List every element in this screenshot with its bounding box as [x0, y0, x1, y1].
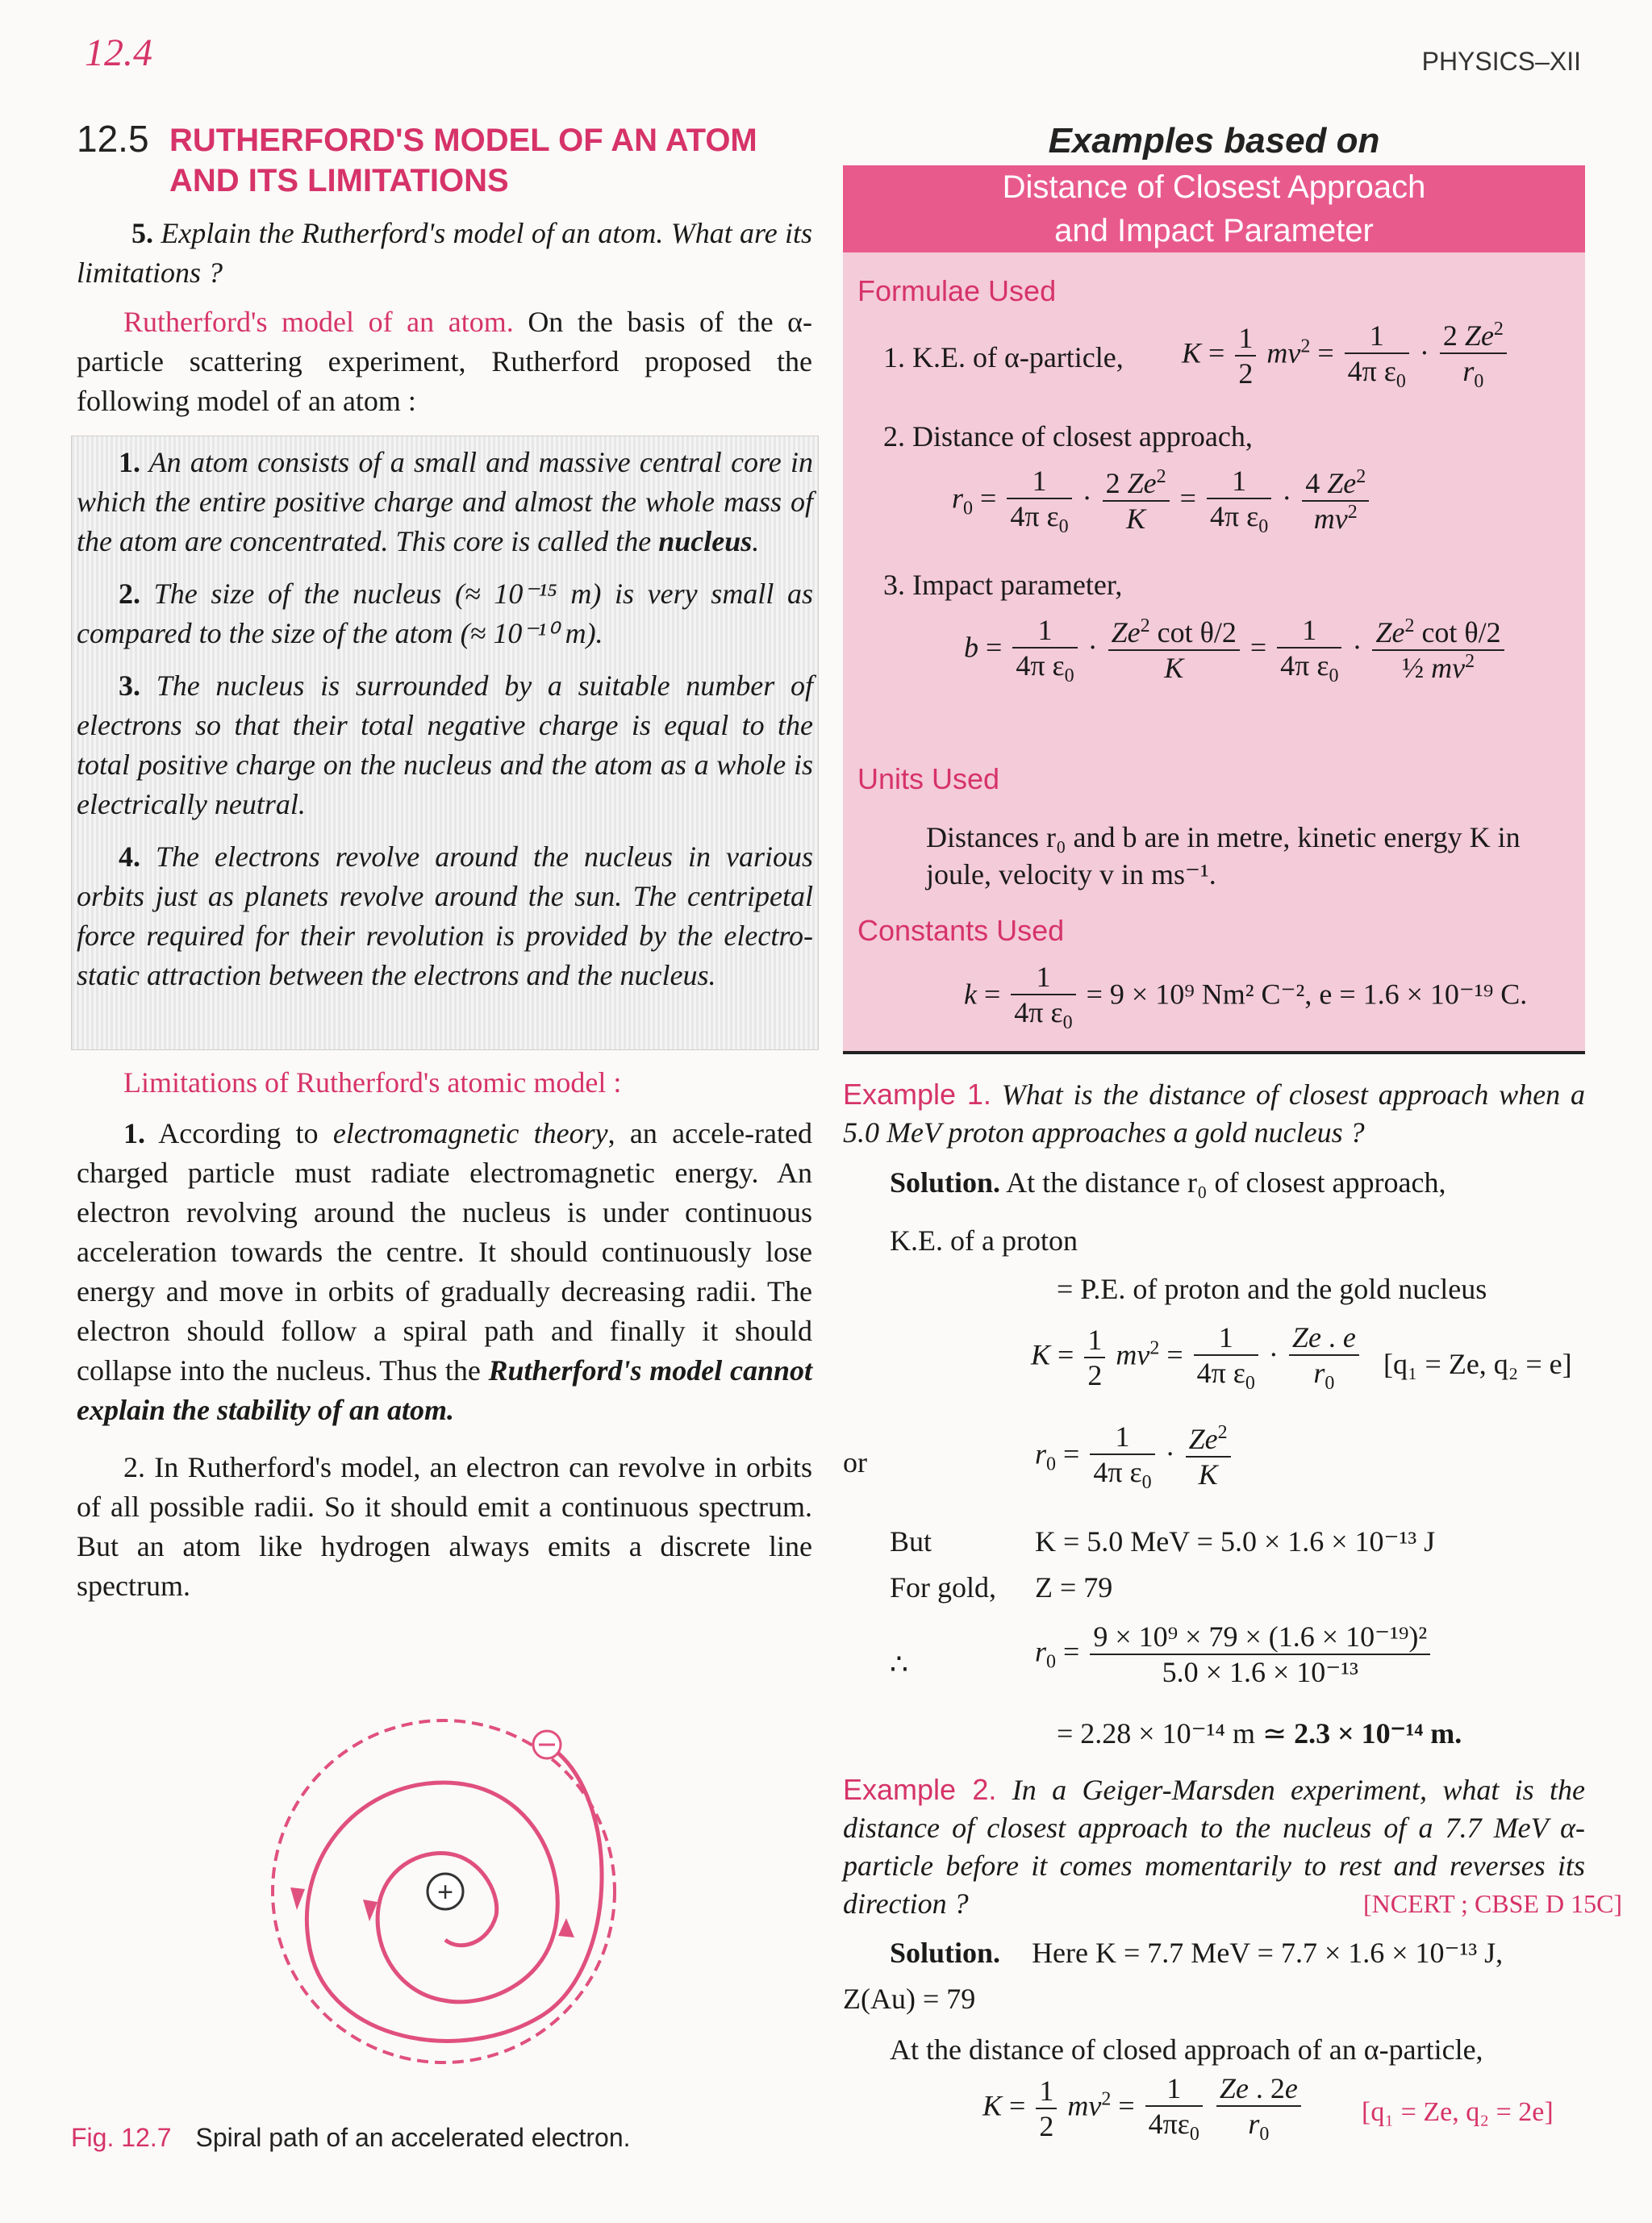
figure-caption [71, 2123, 631, 2153]
example-1-eq3: $r_0$ = $\frac{\text{9 × 10⁹ × 79 × (1.6 × 10⁻¹⁹)²}}{\text{5.0 × 1.6 × 10⁻¹³}}$ [1035, 1620, 1433, 1689]
question-number: 5. [131, 217, 153, 249]
formula-3-label: 3. Impact parameter, [883, 569, 1123, 601]
limitations-heading: Limitations of Rutherford's atomic model : [123, 1066, 622, 1099]
examples-band [843, 165, 1585, 252]
spiral-path-diagram [242, 1702, 645, 2073]
model-intro-text: On the basis of the α-particle scattering experiment, Rutherford proposed the following model of an atom : [77, 306, 813, 417]
formula-1-label: 1. K.E. of α-particle, [883, 341, 1124, 373]
panel-bottom-rule [843, 1051, 1585, 1054]
example-2-solution: Solution. Here K = 7.7 MeV = 7.7 × 1.6 × 10⁻¹³ J, [890, 1937, 1504, 1969]
figure-caption-text: Spiral path of an accelerated electron. [195, 2123, 631, 2152]
example-1-therefore: ∴ [890, 1648, 908, 1680]
example-2-eq: K = $\frac{1}{2}$ $mv^2$ = $\frac{1}{4\pi\varepsilon_0}$ $\frac{Ze . 2e}{r_0}$ [982, 2071, 1304, 2146]
example-2-reference: [NCERT ; CBSE D 15C] [1363, 1889, 1623, 1918]
example-1-eq1: K = $\frac{1}{2}$ $mv^2$ = $\frac{1}{4\pi \varepsilon_0}$ · $\frac{Ze . e}{r_0}$ [1031, 1320, 1362, 1395]
section-title-line2: AND ITS LIMITATIONS [169, 163, 509, 198]
units-text: Distances r₀ and b are in metre, kinetic energy K in joule, velocity v in ms⁻¹. [926, 821, 1521, 890]
running-title: PHYSICS–XII [1421, 47, 1581, 76]
spiral-arrow [290, 1887, 305, 1910]
figure-spiral [242, 1702, 645, 2073]
figure-label: Fig. 12.7 [71, 2123, 172, 2152]
example-1-result: = 2.28 × 10⁻¹⁴ m ≃ 2.3 × 10⁻¹⁴ m. [1057, 1717, 1462, 1750]
model-points-box [71, 436, 819, 1050]
model-point-3: 3. The nucleus is surrounded by a suitable number of electrons so that their total negative charge is equal to the total positive charge on the nucleus and the atom as a whole is electrically neutral. [77, 669, 813, 820]
example-1-but: But [890, 1525, 932, 1558]
spiral-arrow [558, 1918, 574, 1937]
constants-formula: k = $\frac{1}{4\pi \varepsilon_0}$ = 9 × 10⁹ Nm² C⁻², e = 1.6 × 10⁻¹⁹ C. [964, 961, 1528, 1034]
example-1-question: Example 1. What is the distance of closest approach when a 5.0 MeV proton approaches a gold nucleus ? [843, 1078, 1586, 1149]
example-2-line: At the distance of closed approach of an α-particle, [890, 2033, 1483, 2066]
limitation-1: 1. According to electromagnetic theory, an accele-rated charged particle must radiate electromagnetic energy. An electron revolving around the nucleus is under continuous acceleration towards the centre. It should continuously lose energy and move in orbits of gradually decreasing radii. The electron should follow a spiral path and finally it should collapse into the nucleus. Thus the Rutherford's model cannot explain the stability of an atom. [77, 1117, 813, 1426]
example-2-z: Z(Au) = 79 [843, 1983, 976, 2015]
limitation-2: 2. In Rutherford's model, an electron can revolve in orbits of all possible radii. So it should emit a continuous spectrum. But an atom like hydrogen always emits a discrete line spectrum. [77, 1451, 812, 1602]
formula-2: $r_0$ = $\frac{1}{4\pi \varepsilon_0}$ · $\frac{2 Ze^2}{K}$ = $\frac{1}{4\pi \varepsilon_0}$ · $\frac{4 Ze^2}{mv^2}$ [952, 464, 1372, 538]
examples-title: Examples based on [1048, 121, 1380, 161]
page-number: 12.4 [85, 31, 152, 74]
formulae-heading: Formulae Used [857, 274, 1057, 307]
section-heading [77, 117, 803, 206]
formula-3: b = $\frac{1}{4\pi \varepsilon_0}$ · $\frac{Ze^2 \cot \theta/2}{K}$ = $\frac{1}{4\pi \varepsilon_0}$ · $\frac{Ze^2 \cot \theta/2}{\frac{1}{2} mv^2}$ [964, 613, 1508, 687]
model-point-1: 1. An atom consists of a small and massive central core in which the entire positive charge and almost the whole mass of the atom are concentrated. This core is called the nucleus. [77, 446, 813, 557]
section-title [169, 120, 757, 201]
limitations-section [77, 1063, 812, 1606]
model-heading: Rutherford's model of an atom. [123, 306, 514, 338]
formula-1: K = $\frac{1}{2}$ $mv^2$ = $\frac{1}{4\pi \varepsilon_0}$ · $\frac{2 Ze^2}{r_0}$ [1182, 319, 1510, 393]
band-line2: and Impact Parameter [1054, 213, 1374, 248]
model-point-2: 2. The size of the nucleus (≈ 10⁻¹⁵ m) is very small as compared to the size of the atom (≈ 10⁻¹⁰ m). [77, 578, 813, 649]
question-text: Explain the Rutherford's model of an atom. What are its limitations ? [77, 217, 812, 289]
question-5-text [77, 214, 812, 293]
example-1-but-eq: K = 5.0 MeV = 5.0 × 1.6 × 10⁻¹³ J [1035, 1525, 1436, 1558]
model-intro [77, 302, 812, 421]
section-title-line1: RUTHERFORD'S MODEL OF AN ATOM [169, 123, 757, 158]
example-1-ke-line: K.E. of a proton [890, 1224, 1078, 1257]
example-1-eq2: $r_0$ = $\frac{1}{4\pi \varepsilon_0}$ · $\frac{Ze^2}{K}$ [1035, 1420, 1234, 1494]
example-1-gold: For gold, [890, 1571, 997, 1604]
spiral-arrow [363, 1900, 378, 1921]
example-1-solution: Solution. At the distance r₀ of closest approach, [890, 1166, 1446, 1199]
section-number: 12.5 [77, 118, 149, 160]
formula-2-label: 2. Distance of closest approach, [883, 420, 1253, 453]
nucleus-symbol: + [437, 1877, 453, 1908]
example-1-pe-line: = P.E. of proton and the gold nucleus [1057, 1273, 1487, 1305]
band-line1: Distance of Closest Approach [1002, 169, 1426, 205]
constants-heading: Constants Used [857, 914, 1065, 947]
units-heading: Units Used [857, 762, 1000, 795]
example-2-question: Example 2. In a Geiger-Marsden experiment, what is the distance of closest approach to the nucleus of a 7.7 MeV α-particle before it comes momentarily to rest and reverses its direction ? [843, 1773, 1586, 1920]
model-point-4: 4. The electrons revolve around the nucleus in various orbits just as planets revolve around the sun. The centripetal force required for their revolution is provided by the electro-static attraction between the electrons and the nucleus. [77, 840, 814, 991]
example-1-gold-eq: Z = 79 [1035, 1571, 1113, 1604]
example-1-or: or [843, 1446, 867, 1479]
example-1-condition: [q₁ = Ze, q₂ = e] [1383, 1348, 1572, 1380]
example-2-condition: [q₁ = Ze, q₂ = 2e] [1362, 2097, 1554, 2127]
